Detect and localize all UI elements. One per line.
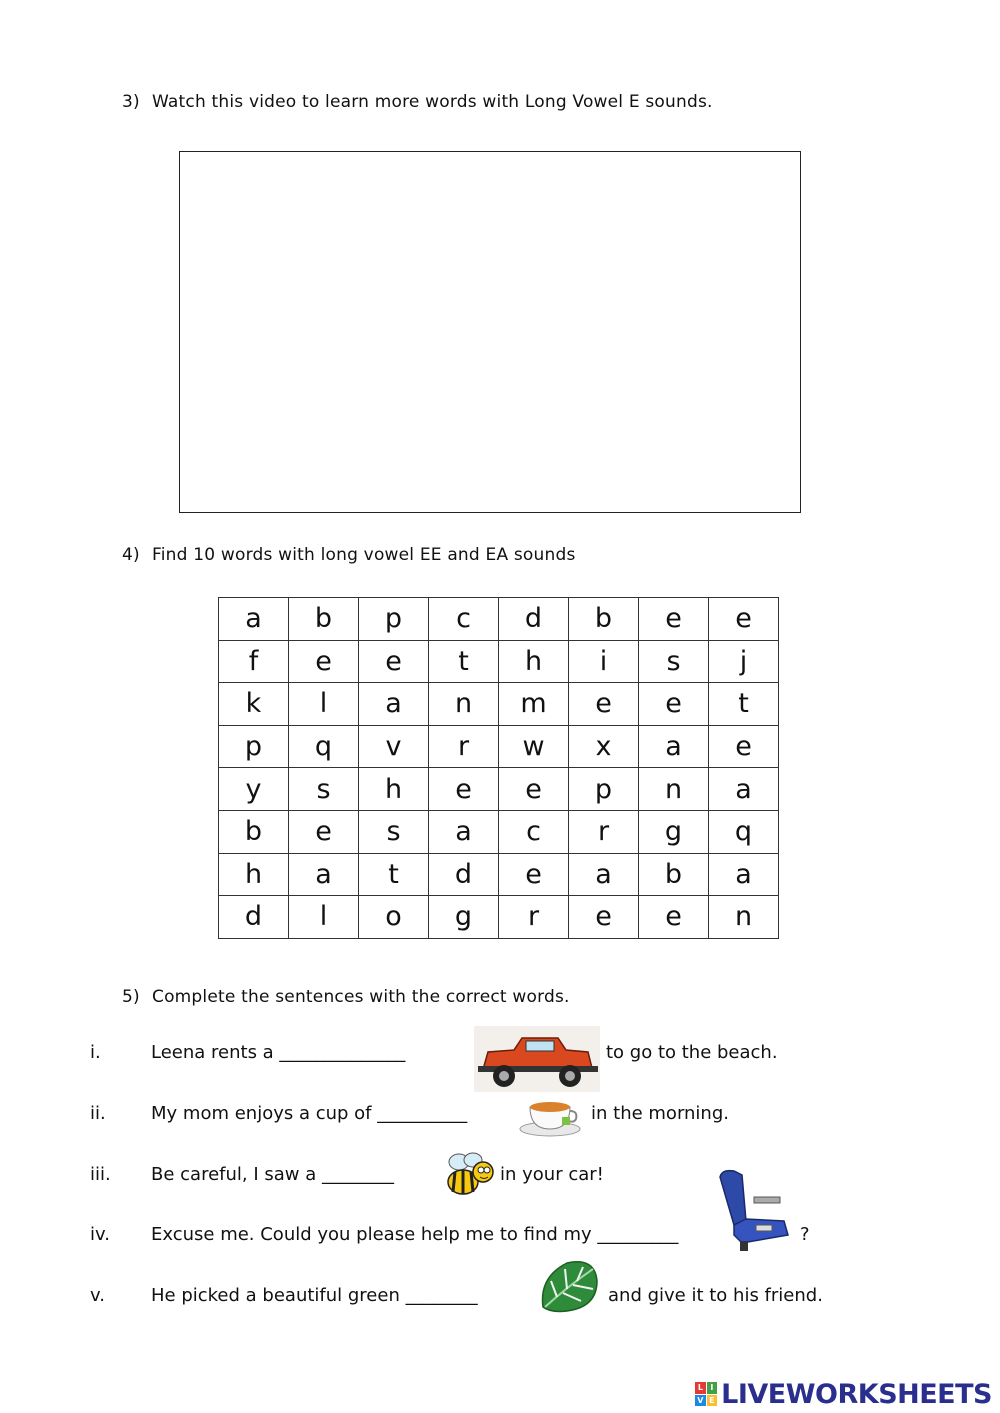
grid-cell[interactable]: a — [709, 768, 779, 811]
grid-cell[interactable]: q — [709, 810, 779, 853]
grid-cell[interactable]: e — [289, 640, 359, 683]
sentence-number: ii. — [90, 1103, 106, 1124]
seat-icon — [712, 1169, 792, 1253]
grid-row — [219, 768, 779, 811]
sentence-text-before[interactable]: He picked a beautiful green ________ — [151, 1285, 478, 1306]
grid-cell[interactable]: d — [429, 853, 499, 896]
grid-cell[interactable]: e — [429, 768, 499, 811]
grid-cell[interactable]: e — [499, 853, 569, 896]
grid-cell[interactable]: w — [499, 725, 569, 768]
sentence-text-before[interactable]: Excuse me. Could you please help me to find my _________ — [151, 1224, 679, 1245]
grid-cell[interactable]: t — [429, 640, 499, 683]
logo-text: LIVEWORKSHEETS — [721, 1378, 992, 1410]
grid-cell[interactable]: h — [499, 640, 569, 683]
question-5 — [122, 987, 570, 1007]
grid-cell[interactable]: d — [219, 896, 289, 939]
grid-cell[interactable]: r — [569, 810, 639, 853]
grid-cell[interactable]: n — [429, 683, 499, 726]
grid-cell[interactable]: a — [709, 853, 779, 896]
grid-cell[interactable]: e — [639, 683, 709, 726]
sentence-text-after: in your car! — [500, 1164, 604, 1185]
grid-cell[interactable]: p — [569, 768, 639, 811]
question-number: 3) — [122, 92, 140, 112]
grid-cell[interactable]: a — [639, 725, 709, 768]
grid-cell[interactable]: e — [709, 598, 779, 641]
grid-cell[interactable]: p — [359, 598, 429, 641]
grid-cell[interactable]: t — [709, 683, 779, 726]
logo-badge-icon — [695, 1382, 717, 1406]
question-number: 5) — [122, 987, 140, 1007]
badge-letter: V — [695, 1395, 706, 1407]
sentence-text-after: to go to the beach. — [606, 1042, 778, 1063]
sentence-text-after: ? — [800, 1224, 810, 1245]
sentence-4 — [0, 1222, 1000, 1272]
sentence-text-after: and give it to his friend. — [608, 1285, 823, 1306]
grid-cell[interactable]: g — [639, 810, 709, 853]
grid-cell[interactable]: e — [289, 810, 359, 853]
question-text: Find 10 words with long vowel EE and EA sounds — [152, 545, 576, 565]
grid-cell[interactable]: p — [219, 725, 289, 768]
grid-cell[interactable]: e — [569, 683, 639, 726]
grid-cell[interactable]: r — [429, 725, 499, 768]
grid-cell[interactable]: c — [429, 598, 499, 641]
video-frame[interactable] — [179, 151, 801, 513]
sentence-5 — [0, 1283, 1000, 1333]
grid-cell[interactable]: h — [219, 853, 289, 896]
grid-cell[interactable]: o — [359, 896, 429, 939]
question-4 — [122, 545, 576, 565]
badge-letter: L — [695, 1382, 706, 1394]
grid-cell[interactable]: m — [499, 683, 569, 726]
jeep-icon — [474, 1026, 600, 1092]
grid-cell[interactable]: e — [639, 598, 709, 641]
grid-cell[interactable]: l — [289, 683, 359, 726]
grid-cell[interactable]: a — [219, 598, 289, 641]
grid-cell[interactable]: t — [359, 853, 429, 896]
grid-row — [219, 640, 779, 683]
grid-cell[interactable]: c — [499, 810, 569, 853]
grid-cell[interactable]: s — [289, 768, 359, 811]
grid-cell[interactable]: k — [219, 683, 289, 726]
sentence-number: v. — [90, 1285, 105, 1306]
bee-icon — [437, 1148, 497, 1202]
leaf-icon — [537, 1257, 601, 1315]
sentence-number: i. — [90, 1042, 101, 1063]
sentence-3 — [0, 1162, 1000, 1212]
grid-row — [219, 598, 779, 641]
badge-letter: I — [707, 1382, 718, 1394]
sentence-text-before[interactable]: Leena rents a ______________ — [151, 1042, 406, 1063]
grid-cell[interactable]: a — [429, 810, 499, 853]
grid-cell[interactable]: s — [639, 640, 709, 683]
grid-cell[interactable]: e — [639, 896, 709, 939]
grid-cell[interactable]: a — [289, 853, 359, 896]
grid-cell[interactable]: a — [359, 683, 429, 726]
grid-cell[interactable]: f — [219, 640, 289, 683]
grid-row — [219, 896, 779, 939]
grid-cell[interactable]: a — [569, 853, 639, 896]
grid-cell[interactable]: b — [639, 853, 709, 896]
grid-cell[interactable]: n — [639, 768, 709, 811]
grid-cell[interactable]: x — [569, 725, 639, 768]
badge-letter: E — [707, 1395, 718, 1407]
grid-row — [219, 853, 779, 896]
tea-cup-icon — [516, 1089, 584, 1139]
grid-row — [219, 725, 779, 768]
grid-cell[interactable]: g — [429, 896, 499, 939]
question-number: 4) — [122, 545, 140, 565]
sentence-1 — [0, 1040, 1000, 1090]
sentence-number: iii. — [90, 1164, 111, 1185]
grid-cell[interactable]: d — [499, 598, 569, 641]
grid-cell[interactable]: e — [359, 640, 429, 683]
grid-cell[interactable]: b — [219, 810, 289, 853]
grid-cell[interactable]: q — [289, 725, 359, 768]
grid-row — [219, 683, 779, 726]
question-3 — [122, 92, 713, 112]
grid-cell[interactable]: i — [569, 640, 639, 683]
sentence-text-before[interactable]: My mom enjoys a cup of __________ — [151, 1103, 468, 1124]
grid-cell[interactable]: h — [359, 768, 429, 811]
grid-cell[interactable]: r — [499, 896, 569, 939]
grid-cell[interactable]: b — [289, 598, 359, 641]
sentence-2 — [0, 1101, 1000, 1151]
grid-row — [219, 810, 779, 853]
sentence-text-before[interactable]: Be careful, I saw a ________ — [151, 1164, 394, 1185]
question-text: Complete the sentences with the correct words. — [152, 987, 570, 1007]
liveworksheets-logo[interactable] — [695, 1378, 992, 1410]
grid-cell[interactable]: e — [569, 896, 639, 939]
sentence-text-after: in the morning. — [591, 1103, 729, 1124]
question-text: Watch this video to learn more words with Long Vowel E sounds. — [152, 92, 713, 112]
grid-cell[interactable]: j — [709, 640, 779, 683]
grid-cell[interactable]: n — [709, 896, 779, 939]
grid-cell[interactable]: y — [219, 768, 289, 811]
grid-cell[interactable]: b — [569, 598, 639, 641]
grid-cell[interactable]: l — [289, 896, 359, 939]
sentence-number: iv. — [90, 1224, 110, 1245]
grid-cell[interactable]: v — [359, 725, 429, 768]
grid-cell[interactable]: e — [709, 725, 779, 768]
word-search-grid[interactable] — [218, 597, 779, 939]
grid-cell[interactable]: s — [359, 810, 429, 853]
grid-cell[interactable]: e — [499, 768, 569, 811]
